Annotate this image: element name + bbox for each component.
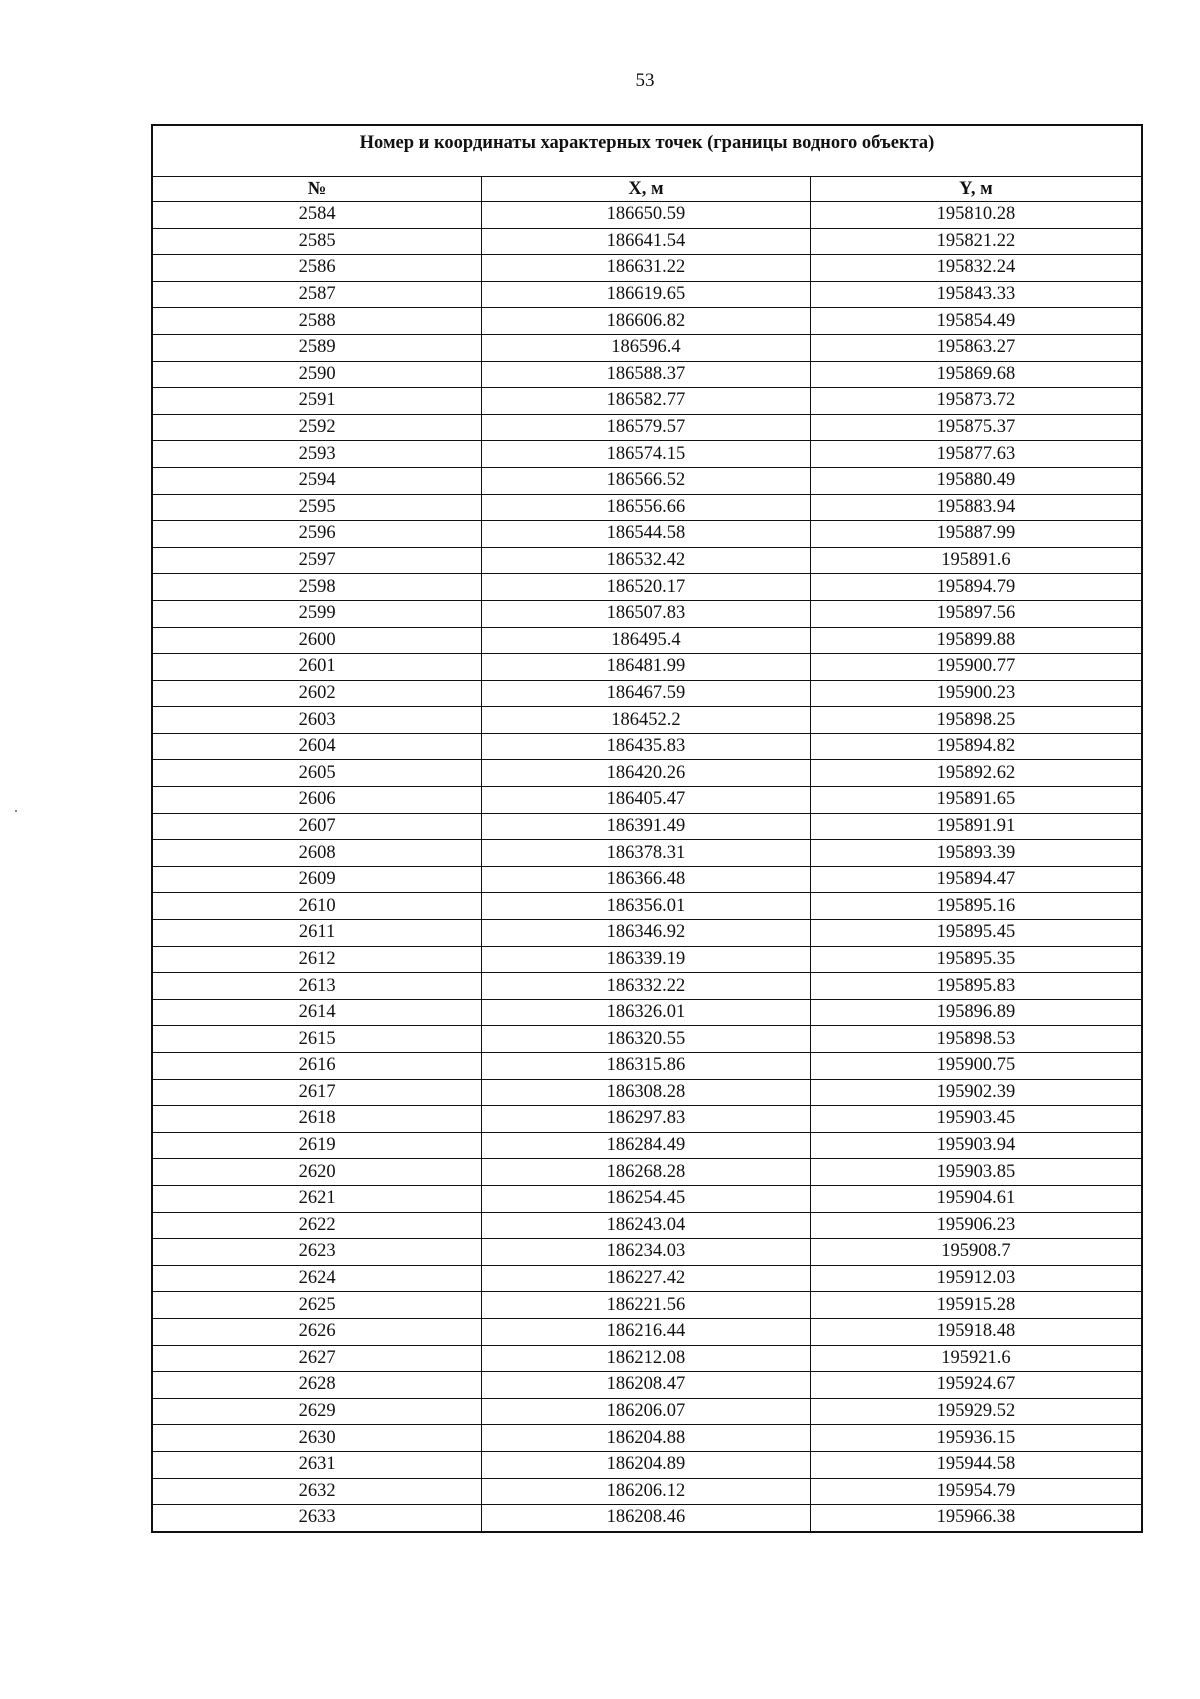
cell-x-coordinate: 186452.2 [482,707,811,734]
column-header-number: № [152,177,482,202]
cell-point-number: 2594 [152,467,482,494]
cell-y-coordinate: 195895.83 [810,973,1142,1000]
cell-x-coordinate: 186631.22 [482,255,811,282]
cell-point-number: 2612 [152,946,482,973]
cell-y-coordinate: 195821.22 [810,228,1142,255]
table-row [152,521,1142,548]
cell-y-coordinate: 195929.52 [810,1398,1142,1425]
cell-x-coordinate: 186532.42 [482,547,811,574]
cell-x-coordinate: 186582.77 [482,388,811,415]
cell-point-number: 2586 [152,255,482,282]
cell-y-coordinate: 195863.27 [810,334,1142,361]
coordinates-table [151,124,1143,1533]
cell-point-number: 2613 [152,973,482,1000]
cell-point-number: 2603 [152,707,482,734]
cell-x-coordinate: 186206.07 [482,1398,811,1425]
cell-point-number: 2621 [152,1185,482,1212]
cell-y-coordinate: 195896.89 [810,999,1142,1026]
cell-y-coordinate: 195898.25 [810,707,1142,734]
cell-x-coordinate: 186208.46 [482,1505,811,1532]
cell-point-number: 2623 [152,1239,482,1266]
cell-x-coordinate: 186308.28 [482,1079,811,1106]
table-row [152,600,1142,627]
cell-point-number: 2585 [152,228,482,255]
cell-x-coordinate: 186366.48 [482,866,811,893]
cell-y-coordinate: 195936.15 [810,1425,1142,1452]
table-row [152,494,1142,521]
cell-point-number: 2605 [152,760,482,787]
cell-x-coordinate: 186566.52 [482,467,811,494]
table-row [152,1265,1142,1292]
table-row [152,1159,1142,1186]
cell-y-coordinate: 195883.94 [810,494,1142,521]
cell-x-coordinate: 186650.59 [482,202,811,229]
cell-point-number: 2592 [152,414,482,441]
table-row [152,547,1142,574]
cell-point-number: 2608 [152,840,482,867]
cell-y-coordinate: 195891.65 [810,787,1142,814]
cell-point-number: 2588 [152,308,482,335]
cell-point-number: 2601 [152,654,482,681]
table-row [152,1398,1142,1425]
cell-y-coordinate: 195895.35 [810,946,1142,973]
scan-artifact [15,810,17,812]
cell-y-coordinate: 195944.58 [810,1451,1142,1478]
cell-y-coordinate: 195897.56 [810,600,1142,627]
cell-x-coordinate: 186206.12 [482,1478,811,1505]
cell-y-coordinate: 195832.24 [810,255,1142,282]
cell-y-coordinate: 195902.39 [810,1079,1142,1106]
cell-y-coordinate: 195854.49 [810,308,1142,335]
cell-point-number: 2622 [152,1212,482,1239]
cell-x-coordinate: 186405.47 [482,787,811,814]
cell-point-number: 2625 [152,1292,482,1319]
cell-x-coordinate: 186243.04 [482,1212,811,1239]
cell-x-coordinate: 186507.83 [482,600,811,627]
cell-x-coordinate: 186619.65 [482,281,811,308]
cell-y-coordinate: 195900.77 [810,654,1142,681]
table-row [152,707,1142,734]
cell-x-coordinate: 186520.17 [482,574,811,601]
cell-point-number: 2616 [152,1053,482,1080]
cell-y-coordinate: 195810.28 [810,202,1142,229]
cell-x-coordinate: 186320.55 [482,1026,811,1053]
table-row [152,202,1142,229]
cell-point-number: 2630 [152,1425,482,1452]
cell-point-number: 2599 [152,600,482,627]
cell-point-number: 2587 [152,281,482,308]
cell-point-number: 2600 [152,627,482,654]
cell-point-number: 2609 [152,866,482,893]
cell-point-number: 2631 [152,1451,482,1478]
cell-y-coordinate: 195877.63 [810,441,1142,468]
cell-y-coordinate: 195887.99 [810,521,1142,548]
cell-point-number: 2610 [152,893,482,920]
cell-y-coordinate: 195903.94 [810,1132,1142,1159]
cell-y-coordinate: 195924.67 [810,1372,1142,1399]
cell-y-coordinate: 195843.33 [810,281,1142,308]
cell-point-number: 2618 [152,1106,482,1133]
table-row [152,1505,1142,1532]
cell-y-coordinate: 195894.79 [810,574,1142,601]
cell-y-coordinate: 195903.45 [810,1106,1142,1133]
cell-point-number: 2593 [152,441,482,468]
table-row [152,1239,1142,1266]
table-row [152,281,1142,308]
cell-y-coordinate: 195918.48 [810,1318,1142,1345]
table-row [152,920,1142,947]
cell-x-coordinate: 186420.26 [482,760,811,787]
cell-y-coordinate: 195891.91 [810,813,1142,840]
cell-x-coordinate: 186544.58 [482,521,811,548]
cell-point-number: 2597 [152,547,482,574]
cell-y-coordinate: 195954.79 [810,1478,1142,1505]
table-row [152,840,1142,867]
cell-point-number: 2617 [152,1079,482,1106]
cell-point-number: 2596 [152,521,482,548]
table-row [152,1106,1142,1133]
table-row [152,1478,1142,1505]
table-header-row [152,177,1142,202]
cell-point-number: 2604 [152,733,482,760]
cell-x-coordinate: 186284.49 [482,1132,811,1159]
cell-x-coordinate: 186208.47 [482,1372,811,1399]
cell-x-coordinate: 186596.4 [482,334,811,361]
cell-x-coordinate: 186297.83 [482,1106,811,1133]
table-row [152,654,1142,681]
table-row [152,1318,1142,1345]
cell-y-coordinate: 195891.6 [810,547,1142,574]
cell-y-coordinate: 195906.23 [810,1212,1142,1239]
cell-point-number: 2628 [152,1372,482,1399]
cell-x-coordinate: 186221.56 [482,1292,811,1319]
cell-point-number: 2589 [152,334,482,361]
cell-x-coordinate: 186315.86 [482,1053,811,1080]
table-row [152,388,1142,415]
cell-x-coordinate: 186588.37 [482,361,811,388]
cell-point-number: 2611 [152,920,482,947]
cell-x-coordinate: 186579.57 [482,414,811,441]
cell-point-number: 2607 [152,813,482,840]
table-row [152,760,1142,787]
table-row [152,441,1142,468]
cell-x-coordinate: 186204.89 [482,1451,811,1478]
cell-y-coordinate: 195869.68 [810,361,1142,388]
cell-y-coordinate: 195899.88 [810,627,1142,654]
cell-y-coordinate: 195895.45 [810,920,1142,947]
table-row [152,787,1142,814]
table-row [152,361,1142,388]
table-row [152,574,1142,601]
cell-y-coordinate: 195900.75 [810,1053,1142,1080]
cell-y-coordinate: 195912.03 [810,1265,1142,1292]
table-title: Номер и координаты характерных точек (границы водного объекта) [152,125,1142,177]
table-title-row [152,125,1142,177]
cell-x-coordinate: 186641.54 [482,228,811,255]
cell-point-number: 2632 [152,1478,482,1505]
cell-y-coordinate: 195900.23 [810,680,1142,707]
cell-point-number: 2629 [152,1398,482,1425]
column-header-y: Y, м [810,177,1142,202]
cell-point-number: 2627 [152,1345,482,1372]
cell-x-coordinate: 186254.45 [482,1185,811,1212]
cell-x-coordinate: 186435.83 [482,733,811,760]
table-row [152,1212,1142,1239]
table-row [152,866,1142,893]
cell-x-coordinate: 186378.31 [482,840,811,867]
table-row [152,999,1142,1026]
cell-y-coordinate: 195894.47 [810,866,1142,893]
cell-y-coordinate: 195903.85 [810,1159,1142,1186]
cell-point-number: 2584 [152,202,482,229]
table-body [152,202,1142,1532]
cell-y-coordinate: 195898.53 [810,1026,1142,1053]
table-row [152,1451,1142,1478]
cell-point-number: 2614 [152,999,482,1026]
cell-y-coordinate: 195875.37 [810,414,1142,441]
cell-point-number: 2615 [152,1026,482,1053]
cell-y-coordinate: 195904.61 [810,1185,1142,1212]
cell-y-coordinate: 195915.28 [810,1292,1142,1319]
cell-x-coordinate: 186556.66 [482,494,811,521]
table-row [152,255,1142,282]
cell-y-coordinate: 195895.16 [810,893,1142,920]
table-row [152,308,1142,335]
cell-y-coordinate: 195921.6 [810,1345,1142,1372]
cell-point-number: 2590 [152,361,482,388]
table-row [152,1132,1142,1159]
table-row [152,1372,1142,1399]
cell-x-coordinate: 186606.82 [482,308,811,335]
table-row [152,1292,1142,1319]
cell-x-coordinate: 186574.15 [482,441,811,468]
table-row [152,467,1142,494]
table-row [152,228,1142,255]
cell-x-coordinate: 186204.88 [482,1425,811,1452]
cell-y-coordinate: 195873.72 [810,388,1142,415]
cell-x-coordinate: 186495.4 [482,627,811,654]
table-row [152,414,1142,441]
cell-y-coordinate: 195908.7 [810,1239,1142,1266]
cell-x-coordinate: 186332.22 [482,973,811,1000]
cell-point-number: 2626 [152,1318,482,1345]
cell-point-number: 2598 [152,574,482,601]
table-row [152,973,1142,1000]
table-row [152,680,1142,707]
cell-point-number: 2606 [152,787,482,814]
cell-x-coordinate: 186391.49 [482,813,811,840]
cell-x-coordinate: 186212.08 [482,1345,811,1372]
cell-x-coordinate: 186339.19 [482,946,811,973]
cell-x-coordinate: 186346.92 [482,920,811,947]
cell-y-coordinate: 195892.62 [810,760,1142,787]
table-row [152,1026,1142,1053]
cell-point-number: 2633 [152,1505,482,1532]
table-row [152,733,1142,760]
cell-x-coordinate: 186234.03 [482,1239,811,1266]
cell-y-coordinate: 195893.39 [810,840,1142,867]
cell-x-coordinate: 186356.01 [482,893,811,920]
cell-x-coordinate: 186481.99 [482,654,811,681]
table-row [152,813,1142,840]
cell-y-coordinate: 195880.49 [810,467,1142,494]
cell-point-number: 2591 [152,388,482,415]
page-number: 53 [635,70,655,91]
table-row [152,893,1142,920]
table-row [152,1425,1142,1452]
cell-x-coordinate: 186227.42 [482,1265,811,1292]
cell-y-coordinate: 195894.82 [810,733,1142,760]
table-row [152,1079,1142,1106]
table-row [152,1053,1142,1080]
table-row [152,946,1142,973]
table-row [152,334,1142,361]
cell-point-number: 2619 [152,1132,482,1159]
table-row [152,627,1142,654]
table-row [152,1345,1142,1372]
cell-x-coordinate: 186216.44 [482,1318,811,1345]
table-row [152,1185,1142,1212]
cell-point-number: 2620 [152,1159,482,1186]
cell-x-coordinate: 186467.59 [482,680,811,707]
cell-y-coordinate: 195966.38 [810,1505,1142,1532]
cell-point-number: 2595 [152,494,482,521]
cell-point-number: 2602 [152,680,482,707]
cell-x-coordinate: 186268.28 [482,1159,811,1186]
cell-point-number: 2624 [152,1265,482,1292]
cell-x-coordinate: 186326.01 [482,999,811,1026]
column-header-x: X, м [482,177,811,202]
